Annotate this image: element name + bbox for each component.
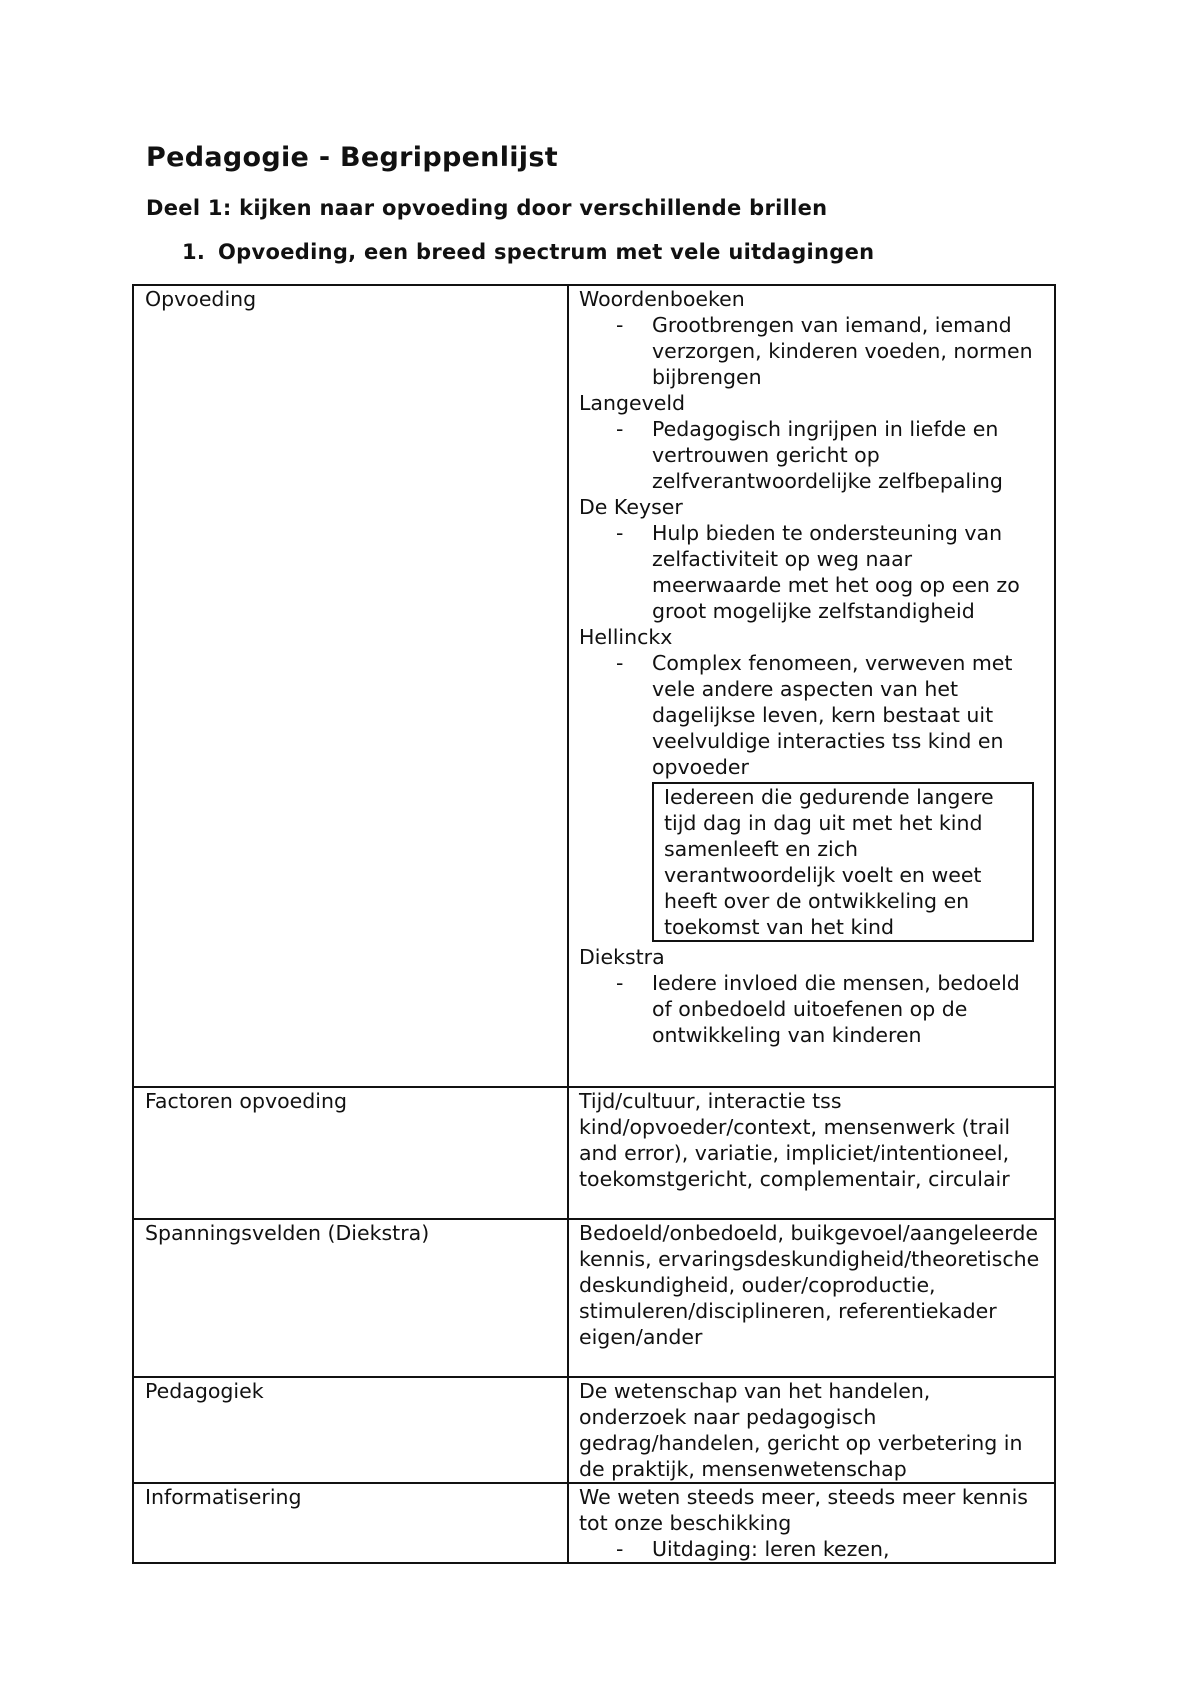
definition-list [579,416,1044,494]
definition-list [579,650,1044,780]
term-cell: Informatisering [133,1483,568,1563]
definition-list [579,312,1044,390]
page-title: Pedagogie - Begrippenlijst [146,142,558,173]
list-item: - Pedagogisch ingrijpen in liefde en vertrouwen gericht op zelfverantwoordelijke zelfbepaling [652,416,1044,494]
definition-cell: Bedoeld/onbedoeld, buikgevoel/aangeleerde kennis, ervaringsdeskundigheid/theoretische deskundigheid, ouder/coproductie, stimuleren/disciplineren, referentiekader eigen/ander [568,1219,1055,1377]
section-number: 1. [182,240,206,264]
table-row [133,1483,1055,1563]
term-cell: Pedagogiek [133,1377,568,1483]
table-row [133,285,1055,1087]
list-item: - Grootbrengen van iemand, iemand verzorgen, kinderen voeden, normen bijbrengen [652,312,1044,390]
definition-cell: De wetenschap van het handelen, onderzoek naar pedagogisch gedrag/handelen, gericht op verbetering in de praktijk, mensenwetenschap [568,1377,1055,1483]
definition-list [579,1536,1044,1562]
term-cell: Spanningsvelden (Diekstra) [133,1219,568,1377]
definition-cell [568,285,1055,1087]
list-item: - Uitdaging: leren kezen, [652,1536,1044,1562]
table-row [133,1219,1055,1377]
terms-table [132,284,1056,1564]
list-item: - Iedere invloed die mensen, bedoeld of onbedoeld uitoefenen op de ontwikkeling van kinderen [652,970,1044,1048]
term-cell: Opvoeding [133,285,568,1087]
definition-list [579,970,1044,1048]
definition-cell: Tijd/cultuur, interactie tss kind/opvoeder/context, mensenwerk (trail and error), variatie, impliciet/intentioneel, toekomstgericht, complementair, circulair [568,1087,1055,1219]
opvoeder-definition-box: Iedereen die gedurende langere tijd dag in dag uit met het kind samenleeft en zich verantwoordelijk voelt en weet heeft over de ontwikkeling en toekomst van het kind [652,782,1034,942]
source-heading: Diekstra [579,945,665,969]
part-heading: Deel 1: kijken naar opvoeding door verschillende brillen [146,196,828,220]
definition-text: We weten steeds meer, steeds meer kennis tot onze beschikking [579,1485,1028,1535]
source-heading: De Keyser [579,495,683,519]
source-heading: Woordenboeken [579,287,745,311]
source-heading: Hellinckx [579,625,673,649]
definition-list [579,520,1044,624]
definition-cell [568,1483,1055,1563]
section-label: Opvoeding, een breed spectrum met vele uitdagingen [218,240,875,264]
list-item: - Hulp bieden te ondersteuning van zelfactiviteit op weg naar meerwaarde met het oog op een zo groot mogelijke zelfstandigheid [652,520,1044,624]
table-row [133,1377,1055,1483]
source-heading: Langeveld [579,391,686,415]
section-heading [182,240,874,264]
term-cell: Factoren opvoeding [133,1087,568,1219]
list-item: - Complex fenomeen, verweven met vele andere aspecten van het dagelijkse leven, kern bestaat uit veelvuldige interacties tss kind en opvoeder [652,650,1044,780]
table-row [133,1087,1055,1219]
